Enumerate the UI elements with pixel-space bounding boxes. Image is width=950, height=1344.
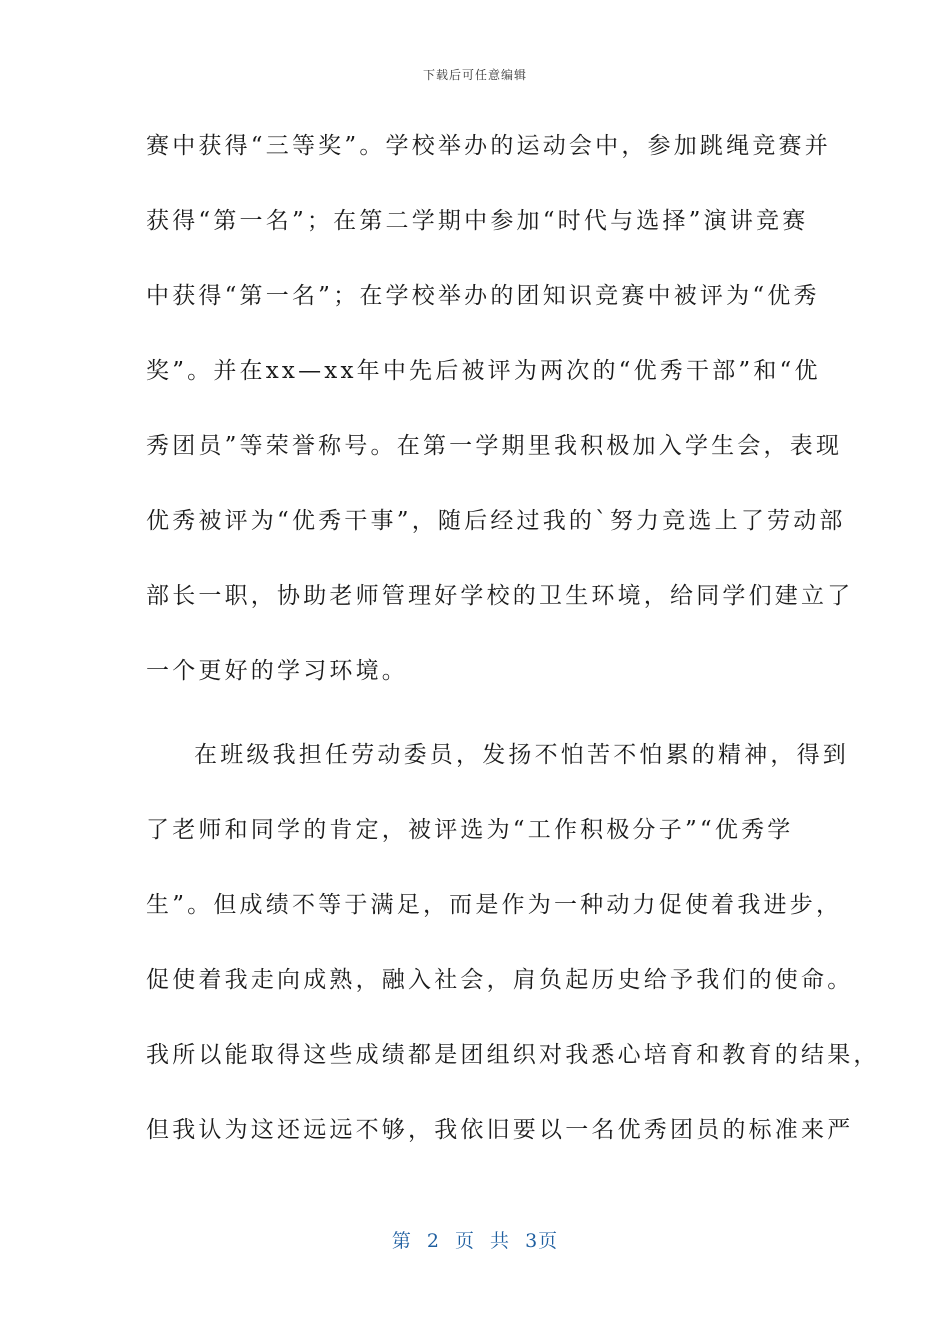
document-body (146, 120, 880, 1179)
text-line: 促使着我走向成熟，融入社会，肩负起历史给予我们的使命。 (146, 967, 854, 993)
paragraph-1 (146, 120, 854, 729)
page-header: 下载后可任意编辑 (422, 68, 527, 82)
text-line: 但我认为这还远远不够，我依旧要以一名优秀团员的标准来严 (146, 1117, 854, 1143)
text-line: 一个更好的学习环境。 (146, 658, 408, 684)
text-line: 赛中获得“三等奖”。学校举办的运动会中，参加跳绳竞赛并 (146, 133, 831, 159)
text-line: 优秀被评为“优秀干事”，随后经过我的`努力竞选上了劳动部 (146, 508, 846, 534)
text-line: 了老师和同学的肯定，被评选为“工作积极分子”“优秀学 (146, 817, 794, 843)
paragraph-2 (146, 729, 880, 1179)
text-line: 生”。但成绩不等于满足，而是作为一种动力促使着我进步， (146, 892, 843, 918)
text-line: 部长一职，协助老师管理好学校的卫生环境，给同学们建立了 (146, 583, 854, 609)
text-line: 秀团员”等荣誉称号。在第一学期里我积极加入学生会，表现 (146, 433, 843, 459)
text-line: 在班级我担任劳动委员，发扬不怕苦不怕累的精神，得到 (194, 742, 849, 768)
text-line: 获得“第一名”；在第二学期中参加“时代与选择”演讲竞赛 (146, 208, 809, 234)
text-line: 奖”。并在xx—xx年中先后被评为两次的“优秀干部”和“优 (146, 358, 821, 384)
page-number-footer: 第 2 页 共 3页 (391, 1230, 559, 1252)
text-line: 我所以能取得这些成绩都是团组织对我悉心培育和教育的结果， (146, 1042, 880, 1068)
text-line: 中获得“第一名”；在学校举办的团知识竞赛中被评为“优秀 (146, 283, 820, 309)
